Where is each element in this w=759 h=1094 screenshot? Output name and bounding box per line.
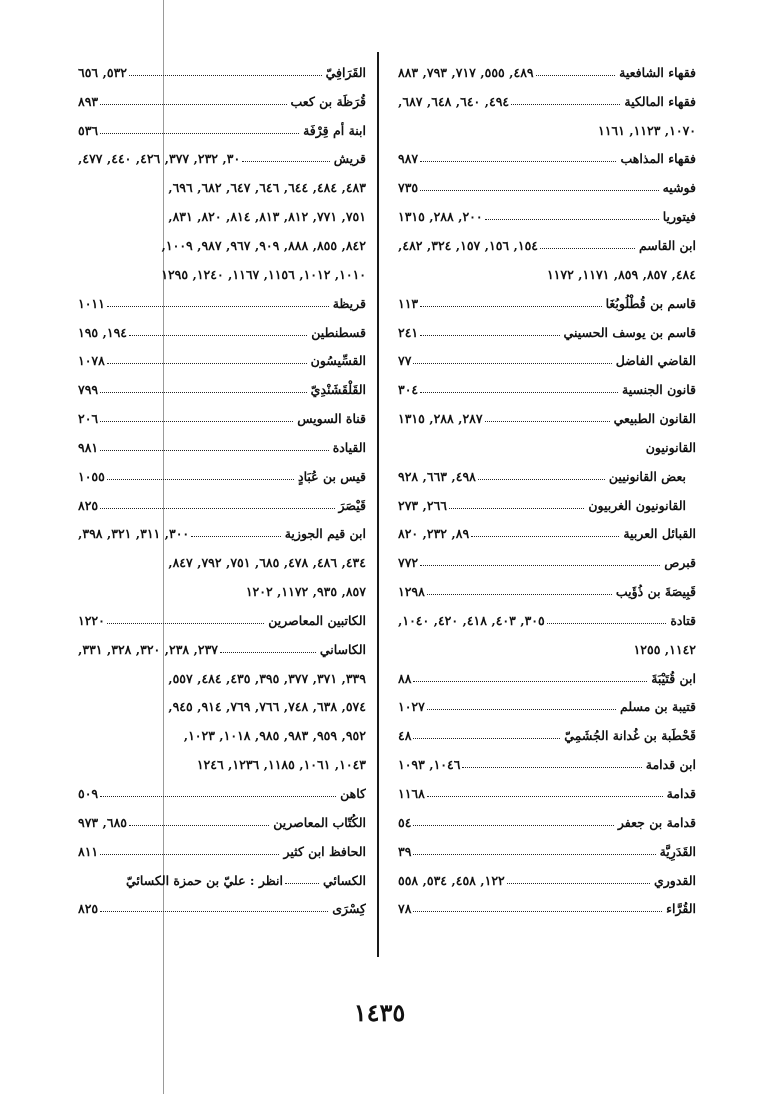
page-references: ٤٨	[398, 728, 412, 744]
index-entry	[398, 808, 696, 837]
index-term: ابن قُتَيْبَةَ	[651, 670, 696, 686]
page-references: ٢٠٠, ٢٨٨, ١٣١٥	[398, 209, 483, 225]
index-term: كاهن	[340, 786, 366, 802]
index-entry	[78, 866, 366, 895]
dot-leader	[100, 796, 336, 797]
index-entry	[398, 577, 696, 606]
index-entry	[78, 145, 366, 174]
index-entry	[398, 462, 696, 491]
page-references: ٩٨٧	[398, 151, 419, 167]
index-term: الكاتبين المعاصرين	[268, 612, 366, 628]
see-reference: انظر : عليّ بن حمزة الكسائيّ	[126, 872, 283, 888]
dot-leader	[107, 623, 264, 624]
index-entry	[78, 894, 366, 923]
page-references: ٨٥٧, ٩٣٥, ١١٧٢, ١٢٠٢	[245, 584, 366, 600]
page-references: ٤٣٤, ٤٨٦, ٤٧٨, ٦٨٥, ٧٥١, ٧٩٢, ٨٤٧,	[168, 555, 366, 571]
index-term: الكُتّاب المعاصرين	[273, 814, 366, 830]
page-references: ١٢٢٠	[78, 612, 105, 628]
index-column-left	[78, 58, 366, 923]
page-references: ٣٣٩, ٣٧١, ٣٧٧, ٣٩٥, ٤٣٥, ٤٨٤, ٥٥٧,	[168, 670, 366, 686]
index-entry	[398, 289, 696, 318]
index-entry	[398, 693, 696, 722]
index-entry	[398, 664, 696, 693]
page-references: ٩٥٢, ٩٥٩, ٩٨٣, ٩٨٥, ١٠١٨, ١٠٢٣,	[183, 728, 366, 744]
dot-leader	[100, 421, 293, 422]
index-term: القانونيون الغربيون	[588, 497, 686, 513]
index-entry	[398, 866, 696, 895]
index-term: القُرَّاء	[666, 901, 696, 917]
index-entry	[78, 318, 366, 347]
page-references: ١٠٧٨	[78, 353, 105, 369]
dot-leader	[129, 75, 322, 76]
dot-leader	[471, 536, 619, 537]
dot-leader	[413, 738, 560, 739]
index-entry	[78, 837, 366, 866]
index-term: القاضي الفاضل	[615, 353, 696, 369]
page-references: ١١٣	[398, 295, 419, 311]
dot-leader	[100, 508, 334, 509]
index-term: فقهاء المالكية	[624, 93, 696, 109]
index-term: قريش	[333, 151, 366, 167]
dot-leader	[129, 825, 269, 826]
column-divider	[377, 52, 379, 957]
dot-leader	[100, 133, 299, 134]
page-references: ٧٥١, ٧٧١, ٨١٢, ٨١٣, ٨١٤, ٨٢٠, ٨٣١,	[168, 209, 366, 225]
dot-leader	[547, 623, 667, 624]
index-term: القيادة	[332, 439, 366, 455]
index-entry	[398, 837, 696, 866]
index-entry-continuation	[78, 231, 366, 260]
dot-leader	[413, 363, 611, 364]
index-entry	[78, 491, 366, 520]
index-entry	[398, 231, 696, 260]
index-term: قانون الجنسية	[622, 382, 696, 398]
index-entry-continuation	[398, 635, 696, 664]
page-references: ٥٣٢, ٦٥٦	[78, 64, 128, 80]
page-references: ٣٠٤	[398, 382, 419, 398]
dot-leader	[107, 306, 329, 307]
index-entry	[78, 635, 366, 664]
index-entry	[398, 87, 696, 116]
index-entry	[78, 58, 366, 87]
page-references: ٣٠٠, ٣١١, ٣٢١, ٣٩٨,	[78, 526, 190, 542]
index-term: قريظة	[332, 295, 366, 311]
index-entry	[78, 779, 366, 808]
index-entry	[398, 433, 696, 462]
dot-leader	[485, 219, 659, 220]
page-references: ١٠٤٦, ١٠٩٣	[398, 757, 461, 773]
index-entry	[78, 289, 366, 318]
page-references: ٧٩٩	[78, 382, 99, 398]
page-references: ١١٤٢, ١٢٥٥	[633, 641, 696, 657]
index-term: قيس بن عُبَادٍ	[298, 468, 366, 484]
index-term: القدوري	[653, 872, 696, 888]
index-entry	[398, 404, 696, 433]
index-entry-continuation	[78, 173, 366, 202]
page-references: ٩٨١	[78, 439, 99, 455]
index-entry	[398, 491, 696, 520]
index-entry	[398, 548, 696, 577]
index-entry	[78, 606, 366, 635]
index-term: فيتوريا	[662, 209, 696, 225]
dot-leader	[420, 161, 616, 162]
dot-leader	[511, 104, 620, 105]
page-references: ٥٤	[398, 814, 412, 830]
index-term: قدامة	[666, 786, 696, 802]
page-references: ٦٨٥, ٩٧٣	[78, 814, 128, 830]
page-references: ٤٨٩, ٥٥٥, ٧١٧, ٧٩٣, ٨٨٣	[398, 64, 534, 80]
dot-leader	[285, 883, 319, 884]
page-references: ٤٨٤, ٨٥٧, ٨٥٩, ١١٧١, ١١٧٢	[546, 266, 696, 282]
dot-leader	[478, 479, 605, 480]
index-term: القانونيون	[645, 439, 696, 455]
page-references: ١٠٥٥	[78, 468, 105, 484]
page-references: ٨١١	[78, 843, 99, 859]
index-entry	[78, 808, 366, 837]
index-entry-continuation	[78, 260, 366, 289]
dot-leader	[191, 536, 281, 537]
index-term: ابن قيم الجوزية	[284, 526, 366, 542]
index-term: ابن قدامة	[645, 757, 696, 773]
dot-leader	[100, 911, 328, 912]
index-entry-continuation	[78, 548, 366, 577]
index-term: قاسم بن يوسف الحسيني	[563, 324, 696, 340]
index-entry-continuation	[78, 721, 366, 750]
dot-leader	[427, 594, 612, 595]
dot-leader	[100, 392, 307, 393]
dot-leader	[100, 854, 279, 855]
page-references: ٧٨	[398, 901, 412, 917]
page-references: ٧٧	[398, 353, 412, 369]
dot-leader	[536, 75, 616, 76]
page-references: ٧٧٢	[398, 555, 419, 571]
page-references: ١٠٤٣, ١٠٦١, ١١٨٥, ١٢٣٦, ١٢٤٦	[196, 757, 366, 773]
dot-leader	[427, 796, 663, 797]
index-entry	[398, 375, 696, 404]
page-references: ٥٣٦	[78, 122, 99, 138]
dot-leader	[420, 335, 559, 336]
dot-leader	[413, 911, 662, 912]
index-term: الحافظ ابن كثير	[283, 843, 366, 859]
page-references: ١٢٩٨	[398, 584, 425, 600]
page-references: ١٠١٠, ١٠١٢, ١١٥٦, ١١٦٧, ١٢٤٠, ١٢٩٥	[161, 266, 366, 282]
index-entry	[78, 346, 366, 375]
index-entry	[398, 346, 696, 375]
index-entry-continuation	[78, 693, 366, 722]
page-references: ٨٨	[398, 670, 412, 686]
index-entry	[78, 404, 366, 433]
index-entry	[78, 520, 366, 549]
page-references: ١٥٤, ١٥٦, ١٥٧, ٣٢٤, ٤٨٢,	[398, 237, 539, 253]
index-entry-continuation	[398, 116, 696, 145]
index-term: القَلْقَشَنْدِيّ	[310, 382, 366, 398]
index-entry	[78, 433, 366, 462]
index-term: فوشيه	[662, 180, 696, 196]
index-term: قَبِيصَةَ بن ذُؤَيب	[615, 584, 696, 600]
page-references: ١٠٧٠, ١١٢٣, ١١٦١	[597, 122, 696, 138]
index-entry-continuation	[78, 577, 366, 606]
dot-leader	[107, 479, 294, 480]
page-references: ٤٩٨, ٦٦٣, ٩٢٨	[398, 468, 476, 484]
index-entry	[78, 116, 366, 145]
page-references: ٧٣٥	[398, 180, 419, 196]
index-term: قدامة بن جعفر	[617, 814, 696, 830]
dot-leader	[420, 306, 601, 307]
page-references: ٢٣٧, ٢٣٨, ٣٢٠, ٣٢٨, ٣٣١,	[78, 641, 219, 657]
index-entry-continuation	[78, 750, 366, 779]
index-entry-continuation	[78, 202, 366, 231]
index-term: قبرص	[664, 555, 696, 571]
index-term: كِسْرَى	[332, 901, 366, 917]
page-references: ١٩٤, ١٩٥	[78, 324, 128, 340]
page-references: ٨٢٥	[78, 901, 99, 917]
dot-leader	[413, 854, 655, 855]
index-entry	[398, 779, 696, 808]
page-references: ٤٨٣, ٤٨٤, ٦٤٤, ٦٤٦, ٦٤٧, ٦٨٢, ٦٩٦,	[168, 180, 366, 196]
index-term: قاسم بن قُطْلُوبُغَا	[605, 295, 696, 311]
dot-leader	[413, 681, 647, 682]
index-term: قتادة	[670, 612, 696, 628]
index-entry-continuation	[78, 664, 366, 693]
index-entry	[398, 173, 696, 202]
dot-leader	[242, 161, 330, 162]
index-term: قُرَظَة بن كعب	[290, 93, 366, 109]
index-entry	[398, 721, 696, 750]
index-entry	[398, 145, 696, 174]
page-references: ٨٢٥	[78, 497, 99, 513]
index-term: قَحْطَبة بن غُدانة الجُشَمِيّ	[564, 728, 696, 744]
dot-leader	[100, 104, 286, 105]
index-term: قتيبة بن مسلم	[620, 699, 696, 715]
page-references: ٣٩	[398, 843, 412, 859]
index-term: ابنة أم قِرْفَة	[303, 122, 366, 138]
index-entry	[78, 462, 366, 491]
dot-leader	[485, 421, 610, 422]
index-term: ابن القاسم	[638, 237, 696, 253]
index-entry	[398, 894, 696, 923]
index-entry	[78, 87, 366, 116]
index-entry	[398, 606, 696, 635]
index-column-right	[398, 58, 696, 923]
index-entry-continuation	[398, 260, 696, 289]
dot-leader	[129, 335, 307, 336]
page-references: ٢٨٧, ٢٨٨, ١٣١٥	[398, 411, 483, 427]
page-references: ٥٠٩	[78, 786, 99, 802]
index-term: فقهاء المذاهب	[620, 151, 696, 167]
page-references: ٢٠٦	[78, 411, 99, 427]
dot-leader	[413, 825, 613, 826]
dot-leader	[462, 767, 641, 768]
dot-leader	[220, 652, 316, 653]
page-references: ٥٧٤, ٦٣٨, ٧٤٨, ٧٦٦, ٧٦٩, ٩١٤, ٩٤٥,	[168, 699, 366, 715]
index-term: فقهاء الشافعية	[619, 64, 696, 80]
page-references: ٣٠٥, ٤٠٣, ٤١٨, ٤٢٠, ١٠٤٠,	[398, 612, 545, 628]
index-term: الكسائي	[322, 872, 366, 888]
page-references: ٤٩٤, ٦٤٠, ٦٤٨, ٦٨٧,	[398, 93, 510, 109]
page-references: ٢٦٦, ٢٧٣	[398, 497, 448, 513]
index-entry	[78, 375, 366, 404]
index-entry	[398, 58, 696, 87]
page-number: ١٤٣٥	[353, 998, 406, 1027]
index-term: القَدَرِيَّة	[659, 843, 696, 859]
page-references: ٣٠, ٢٣٢, ٣٧٧, ٤٢٦, ٤٤٠, ٤٧٧,	[78, 151, 241, 167]
page-references: ٨٤٢, ٨٥٥, ٨٨٨, ٩٠٩, ٩٦٧, ٩٨٧, ١٠٠٩,	[161, 237, 366, 253]
dot-leader	[449, 508, 584, 509]
page-references: ١٢٢, ٤٥٨, ٥٣٤, ٥٥٨	[398, 872, 505, 888]
page-references: ٨٩, ٢٣٢, ٨٢٠	[398, 526, 470, 542]
dot-leader	[420, 392, 618, 393]
page-references: ١١٦٨	[398, 786, 425, 802]
dot-leader	[507, 883, 650, 884]
dot-leader	[540, 248, 635, 249]
index-term: القانون الطبيعي	[613, 411, 696, 427]
dot-leader	[427, 709, 616, 710]
dot-leader	[100, 450, 329, 451]
index-entry	[398, 202, 696, 231]
page-references: ١٠١١	[78, 295, 105, 311]
index-term: القَرَافِيّ	[325, 64, 366, 80]
index-term: الكاساني	[319, 641, 366, 657]
index-entry	[398, 750, 696, 779]
index-term: قسطنطين	[311, 324, 366, 340]
index-entry	[398, 520, 696, 549]
page-references: ١٠٢٧	[398, 699, 425, 715]
page-references: ٢٤١	[398, 324, 419, 340]
dot-leader	[420, 565, 660, 566]
index-term: القبائل العربية	[623, 526, 696, 542]
index-entry	[398, 318, 696, 347]
dot-leader	[420, 190, 658, 191]
index-term: قناة السويس	[297, 411, 366, 427]
index-term: القسِّيسُون	[310, 353, 366, 369]
index-term: قَيْصَرَ	[338, 497, 366, 513]
page-references: ٨٩٣	[78, 93, 99, 109]
dot-leader	[107, 363, 307, 364]
index-term: بعض القانونيين	[608, 468, 686, 484]
